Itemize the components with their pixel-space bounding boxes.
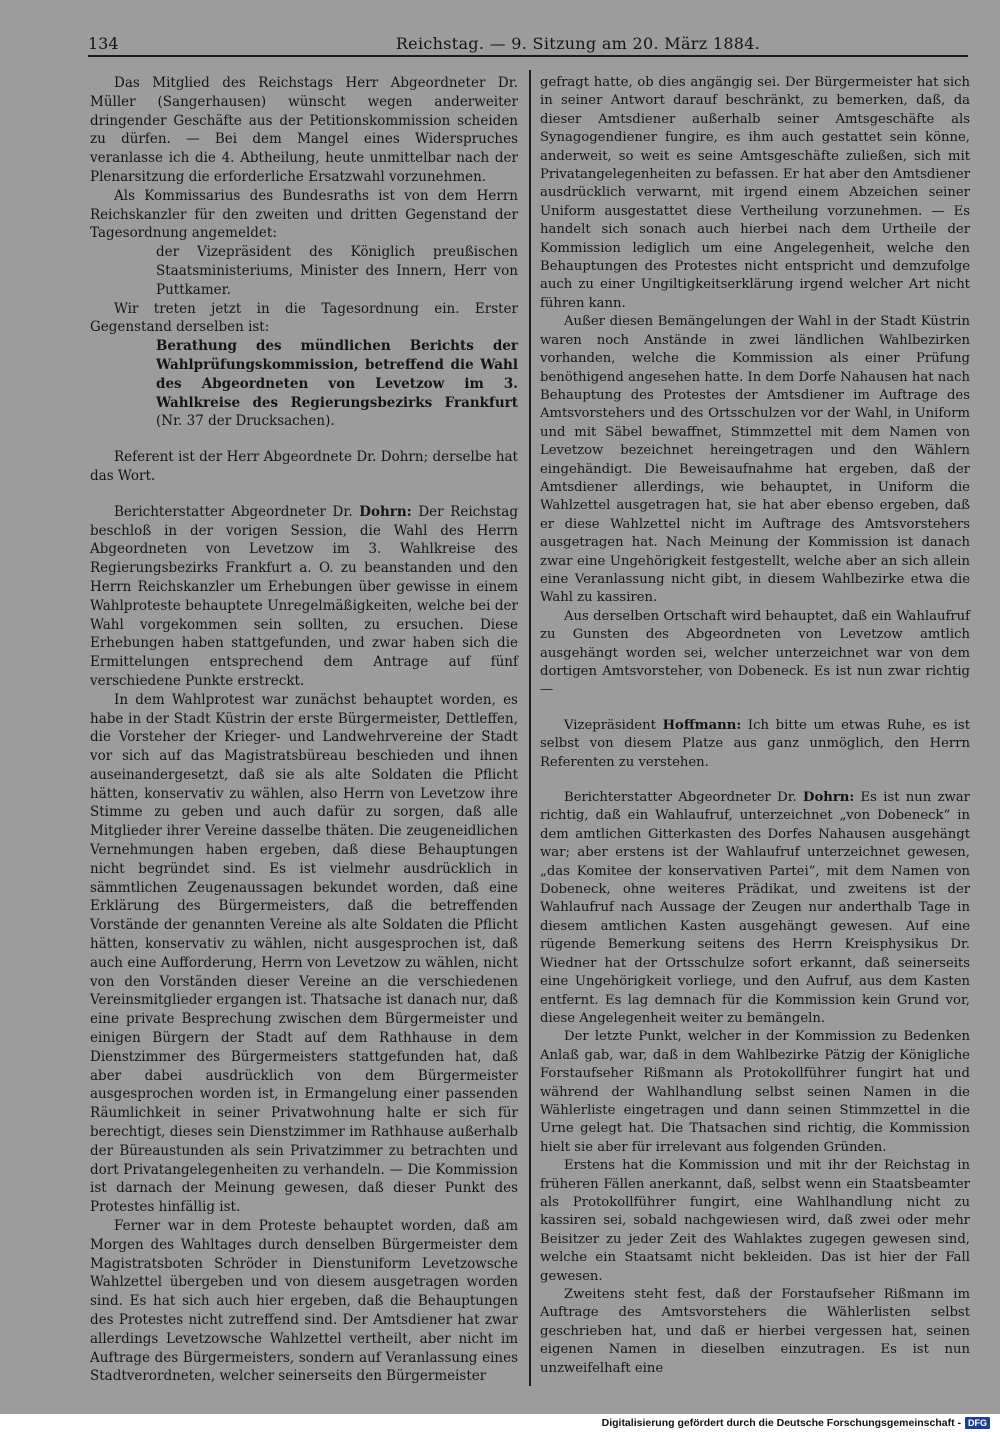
running-title: Reichstag. — 9. Sitzung am 20. März 1884. xyxy=(395,34,761,53)
paragraph: Referent ist der Herr Abgeordnete Dr. Dohrn; derselbe hat das Wort. xyxy=(90,449,518,484)
speech-text: Es ist nun zwar richtig, daß ein Wahlaufruf, unterzeichnet „von Dobeneck“ in dem amtlichen Gitterkasten des Dorfes Nahausen ausgehängt war; aber erstens ist der Wahlaufruf unterzeichnet gewesen, „das Komitee der konservativen Partei“, mit dem Namen von Dobeneck, ohne weiteres Prädikat, und zweitens ist der Wahlaufruf nach Aussage der Zeugen nur anderthalb Tage in diesem amtlichen Kasten ausgehängt gewesen. Auf eine rügende Bemerkung seitens des Herrn Kreisphysikus Dr. Wiedner hat der Ortsschulze sofort erkannt, daß seinerseits eine Ungehörigkeit vorliege, und den Aufruf, aus dem Kasten entfernt. Es lag demnach für die Kommission kein Grund vor, diese Angelegenheit weiter zu bemängeln. xyxy=(540,790,970,1026)
paragraph: Wir treten jetzt in die Tagesordnung ein. Erster Gegenstand derselben ist: xyxy=(90,300,518,336)
paragraph: Außer diesen Bemängelungen der Wahl in der Stadt Küstrin waren noch Anstände in zwei ländlichen Wahlbezirken vorhanden, welche die Kommission als einer Prüfung benöthigend angesehen hatte. In dem Dorfe Nahausen hat nach Behauptung des Protestes der Amtsdiener im Auftrage des Amtsvorstehers und des Ortsschulzen vor der Wahl, in Uniform und mit Säbel bewaffnet, Stimmzettel mit dem Namen von Levetzow bezeichnet hereingetragen und den Wählern eingehändigt. Die Beweisaufnahme hat ergeben, daß der Amtsdiener allerdings, wie behauptet, in Uniform die Wahlzettel ausgetragen hat, sie hat aber ebenso ergeben, daß er diese Wahlzettel nicht im Auftrage des Amtsvorstehers ausgetragen hat. Nach Meinung der Kommission ist danach zwar eine Ungehörigkeit festgestellt, welche aber an sich allein eine Veranlassung nicht gibt, in diesem Wahlbezirke etwa die Wahl zu kassiren. xyxy=(540,314,970,606)
dfg-logo-icon: DFG xyxy=(965,1417,990,1429)
speaker-role: Berichterstatter Abgeordneter Dr. xyxy=(564,790,804,806)
column-divider xyxy=(529,70,531,1386)
digitization-credit xyxy=(602,1416,990,1430)
speech-text: Ich bitte um etwas Ruhe, es ist selbst von diesem Platze aus ganz unmöglich, den Herrn Referenten zu verstehen. xyxy=(540,717,970,770)
agenda-item xyxy=(90,337,518,431)
paragraph: Das Mitglied des Reichstags Herr Abgeordneter Dr. Müller (Sangerhausen) wünscht wegen anderweiter dringender Geschäfte aus der Petitionskommission scheiden zu dürfen. — Bei dem Mangel eines Widerspruches veranlasse ich die 4. Abtheilung, heute unmittelbar nach der Plenarsitzung die erforderliche Ersatzwahl vorzunehmen. xyxy=(90,75,518,185)
paragraph: gefragt hatte, ob dies angängig sei. Der Bürgermeister hat sich in seiner Antwort darauf beschränkt, zu bemerken, daß, da dieser Amtsdiener außerhalb seiner Amtsgeschäfte als Synagogendiener fungire, es ihm auch gestattet sein könne, anderweit, so weit es seine Amtsgeschäfte zuließen, sich mit Privatangelegenheiten zu befassen. Er hat aber den Amtsdiener ausdrücklich verwarnt, mit irgend einem Abzeichen seiner Uniform ausgestattet diese Vertheilung vorzunehmen. — Es handelt sich sonach auch hierbei nach dem Urtheile der Kommission lediglich um eine Angelegenheit, welche den Behauptungen des Protestes nicht entspricht und demzufolge auch zu einer Ungiltigkeitserklärung irgend welcher Art nicht führen kann. xyxy=(540,75,970,311)
paragraph: In dem Wahlprotest war zunächst behauptet worden, es habe in der Stadt Küstrin der erste Bürgermeister, Dettleffen, die Vorsteher der Krieger- und Landwehrvereine der Stadt vor sich auf das Magistratsbüreau beschieden und ihnen auseinandergesetzt, daß sie als alte Soldaten die Pflicht hätten, konservativ zu wählen, also Herrn von Levetzow ihre Stimme zu geben und auch dafür zu sorgen, daß alle Mitglieder ihrer Vereine dasselbe thäten. Die zeugeneidlichen Vernehmungen haben ergeben, daß diese Behauptungen nicht begründet sind. Es ist vielmehr ausdrücklich in sämmtlichen Zeugenaussagen bekundet worden, daß eine Erklärung des Bürgermeisters, daß die betreffenden Vorstände der genannten Vereine als alte Soldaten die Pflicht hätten, konservativ zu wählen, nicht ausgesprochen ist, daß auch eine Aufforderung, Herrn von Levetzow zu wählen, nicht von den Vorständen dieser Vereine an die verschiedenen Vereinsmitglieder ergangen ist. Thatsache ist danach nur, daß eine private Besprechung zwischen dem Bürgermeister und einigen Bürgern der Stadt auf dem Rathhause in dem Dienstzimmer des Bürgermeisters stattgefunden hat, daß aber dabei ausdrücklich von dem Bürgermeister ausgesprochen worden ist, in Ermangelung einer passenden Räumlichkeit in seiner Privatwohnung halte er sich für berechtigt, dieses sein Dienstzimmer im Rathhause außerhalb der Büreaustunden als sein Privatzimmer zu betrachten und dort Privatangelegenheiten zu verhandeln. — Die Kommission ist darnach der Meinung gewesen, daß dieser Punkt des Protestes hinfällig ist. xyxy=(90,691,518,1216)
speaker-role: Berichterstatter Abgeordneter Dr. xyxy=(114,503,360,520)
speech xyxy=(540,717,970,772)
speaker-name: Hoffmann: xyxy=(662,717,742,733)
right-column xyxy=(540,74,970,1378)
commissioner-entry: der Vizepräsident des Königlich preußischen Staatsministeriums, Minister des Innern, Herr von Puttkamer. xyxy=(156,244,518,298)
speech xyxy=(90,503,518,691)
paragraph: Der letzte Punkt, welcher in der Kommission zu Bedenken Anlaß gab, war, daß in dem Wahlbezirke Pätzig der Königliche Forstaufseher Rißmann als Protokollführer fungirt hat und während der Wahlhandlung selbst seinen Namen in die Wählerliste eingetragen und dann seinen Stimmzettel in die Urne gelegt hat. Die Thatsachen sind richtig, die Kommission hielt sie aber für irrelevant aus folgenden Gründen. xyxy=(540,1029,970,1155)
paragraph: Erstens hat die Kommission und mit ihr der Reichstag in früheren Fällen anerkannt, daß, selbst wenn ein Staatsbeamter als Protokollführer fungirt, eine Wahlhandlung nicht zu kassiren sei, sobald nachgewiesen wird, daß zwei oder mehr Beisitzer zu jeder Zeit des Wahlaktes zugegen gewesen sind, welche ein Staatsamt nicht bekleiden. Das ist hier der Fall gewesen. xyxy=(540,1158,970,1284)
speaker-role: Vizepräsident xyxy=(564,717,663,733)
agenda-item-title: Berathung des mündlichen Berichts der Wahlprüfungskommission, betreffend die Wahl des Abgeordneten von Levetzow im 3. Wahlkreise des Regierungsbezirks Frankfurt xyxy=(156,338,518,411)
agenda-item-ref: (Nr. 37 der Drucksachen). xyxy=(156,413,335,430)
paragraph: Als Kommissarius des Bundesraths ist von dem Herrn Reichskanzler für den zweiten und dritten Gegenstand der Tagesordnung angemeldet: xyxy=(90,187,518,242)
paragraph: Ferner war in dem Proteste behauptet worden, daß am Morgen des Wahltages durch denselben Bürgermeister dem Magistratsboten Schröder in Dienstuniform Levetzowsche Wahlzettel übergeben und von diesem ausgetragen worden sind. Es hat sich auch hier ergeben, daß die Behauptungen des Protestes nicht zutreffend sind. Der Amtsdiener hat zwar allerdings Levetzowsche Wahlzettel vertheilt, aber nicht im Auftrage des Bürgermeisters, sondern auf Veranlassung eines Stadtverordneten, welcher seinerseits den Bürgermeister xyxy=(90,1218,518,1385)
credit-text: Digitalisierung gefördert durch die Deutsche Forschungsgemeinschaft - xyxy=(601,1417,961,1429)
page-number: 134 xyxy=(88,34,119,53)
speech-text: Der Reichstag beschloß in der vorigen Session, die Wahl des Herrn Abgeordneten von Levetzow im 3. Wahlkreise des Regierungsbezirks Frankfurt a. O. zu beanstanden und den Herrn Reichskanzler um Erhebungen über gewisse in einem Wahlproteste behauptete Unregelmäßigkeiten, welche bei der Wahl vorgekommen sein sollten, zu ersuchen. Diese Erhebungen haben stattgefunden, und zwar haben sich die Ermittelungen entsprechend dem Antrage auf fünf verschiedene Punkte erstreckt. xyxy=(90,503,518,689)
paragraph: Zweitens steht fest, daß der Forstaufseher Rißmann im Auftrage des Amtsvorstehers die Wählerlisten selbst geschrieben hat, und daß er hierbei vergessen hat, seinen eigenen Namen in dieselben einzutragen. Es ist nun unzweifelhaft eine xyxy=(540,1287,970,1376)
speaker-name: Dohrn: xyxy=(359,503,412,520)
header-rule xyxy=(88,55,968,57)
left-column xyxy=(90,74,518,1386)
page-header xyxy=(88,31,970,57)
speaker-name: Dohrn: xyxy=(803,790,855,806)
paragraph: Aus derselben Ortschaft wird behauptet, daß ein Wahlaufruf zu Gunsten des Abgeordneten von Levetzow amtlich ausgehängt worden sei, welcher unterzeichnet war von dem dortigen Amtsvorsteher, von Dobeneck. Es ist nun zwar richtig — xyxy=(540,608,970,698)
speech xyxy=(540,789,970,1028)
